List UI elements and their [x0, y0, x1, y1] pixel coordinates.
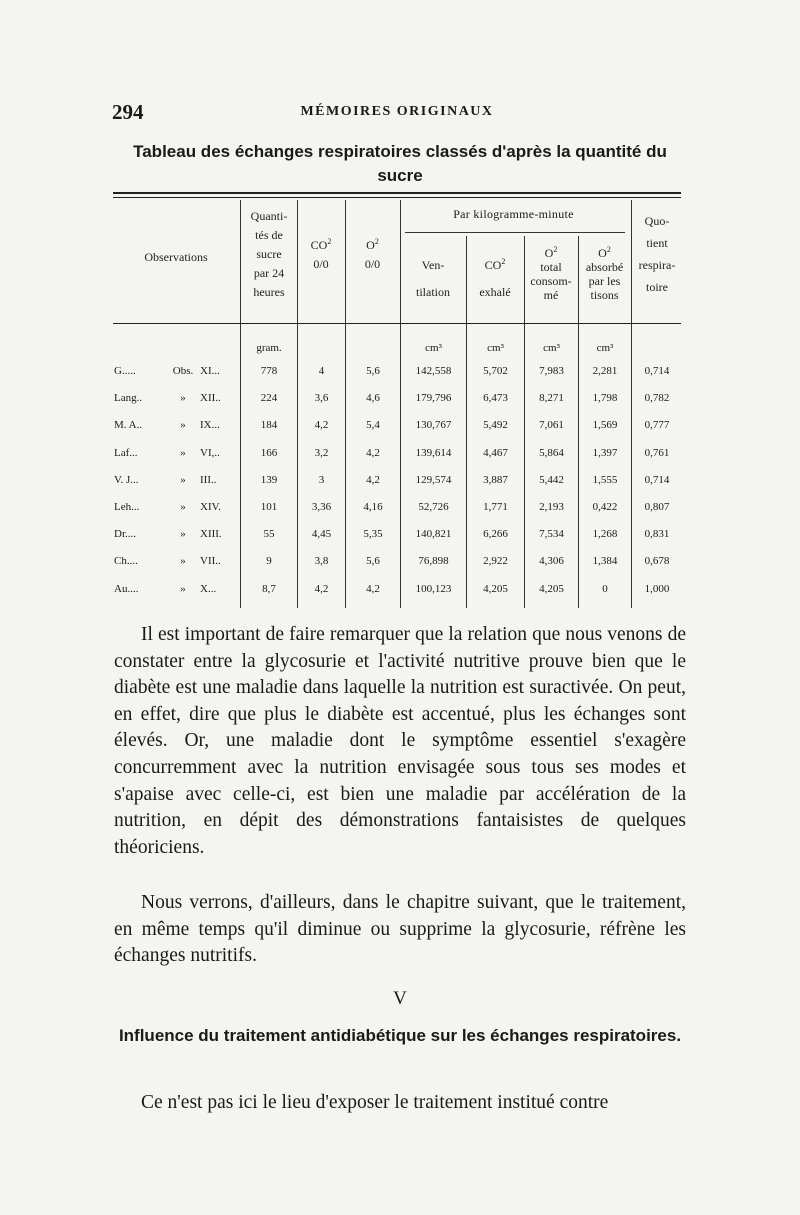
row-cell-quot: 0,761	[644, 447, 670, 459]
row-cell-vent: 139,614	[415, 447, 452, 459]
header-bottom-rule	[113, 323, 681, 324]
row-obs-number: XIII.	[200, 528, 222, 540]
row-cell-quot: 0,831	[644, 528, 670, 540]
row-cell-o2abs: 1,798	[592, 392, 618, 404]
row-obs-label: »	[180, 447, 186, 459]
header-o2-total: $O^2$ total consom- mé	[530, 245, 572, 302]
row-cell-co2ex: 2,922	[483, 555, 508, 567]
row-cell-o2: 5,4	[366, 419, 380, 431]
row-cell-co2: 3,6	[314, 392, 329, 404]
paragraph-3-first-line: Ce n'est pas ici le lieu d'exposer le traitement institué contre	[141, 1092, 609, 1113]
row-cell-co2: 3,36	[311, 501, 332, 513]
row-cell-o2abs: 1,569	[592, 419, 618, 431]
row-cell-vent: 76,898	[418, 555, 449, 567]
row-cell-o2: 5,6	[366, 365, 380, 377]
paragraph-2: Nous verrons, d'ailleurs, dans le chapitre suivant, que le traitement, en même temps qu'il diminue ou supprime la glycosurie, réfrène les échanges nutritifs.	[114, 892, 686, 967]
row-cell-sucre: 778	[260, 365, 278, 377]
row-obs-label: Obs.	[172, 365, 194, 377]
row-cell-co2ex: 3,887	[483, 474, 508, 486]
row-cell-o2abs: 1,268	[592, 528, 618, 540]
group-underline	[405, 232, 625, 233]
row-obs-number: XII..	[200, 392, 221, 404]
row-cell-o2tot: 4,306	[539, 555, 564, 567]
row-patient-name: Laf...	[114, 447, 138, 459]
row-cell-sucre: 184	[260, 419, 278, 431]
row-cell-o2: 4,16	[363, 501, 383, 513]
row-cell-quot: 0,807	[644, 501, 670, 513]
row-cell-co2ex: 4,205	[483, 583, 508, 595]
row-patient-name: M. A..	[114, 419, 143, 431]
paragraph-1: Il est important de faire remarquer que la relation que nous venons de constater entre la glycosurie et l'activité nutritive prouve bien que le diabète est une maladie dans laquelle la nutrition est suractivée. On peut, en effet, dire que plus le diabète est accentué, plus les échanges sont élevés. Or, une maladie dont le symptôme essentiel s'exagère concurremment avec la nutrition envisagée sous tous ses modes et s'apaise avec celle-ci, est bien une maladie par accélération de la nutrition, en dépit des démonstrations fantaisistes de quelques théoriciens.	[114, 624, 686, 858]
row-cell-o2: 5,6	[366, 555, 380, 567]
row-cell-o2: 5,35	[363, 528, 383, 540]
row-obs-number: XI...	[200, 365, 220, 377]
row-cell-o2abs: 1,555	[592, 474, 618, 486]
row-cell-quot: 0,714	[644, 474, 670, 486]
row-cell-o2: 4,2	[366, 447, 380, 459]
row-cell-sucre: 55	[263, 528, 275, 540]
row-cell-vent: 130,767	[415, 419, 452, 431]
row-patient-name: Ch....	[114, 555, 138, 567]
row-patient-name: Au....	[114, 583, 139, 595]
row-cell-quot: 0,782	[644, 392, 670, 404]
row-obs-number: VII..	[200, 555, 221, 567]
row-cell-quot: 1,000	[644, 583, 670, 595]
page-number: 294	[112, 100, 144, 124]
row-cell-sucre: 8,7	[262, 583, 276, 595]
row-cell-vent: 140,821	[415, 528, 452, 540]
row-cell-co2: 3	[318, 474, 325, 486]
row-cell-o2: 4,2	[366, 583, 380, 595]
header-o2-absorbe: $O^2$ absorbé par les tisons	[585, 245, 624, 302]
row-cell-quot: 0,678	[644, 555, 670, 567]
table-top-rule	[113, 192, 681, 194]
row-patient-name: Lang..	[114, 392, 143, 404]
row-cell-vent: 129,574	[415, 474, 452, 486]
row-cell-vent: 142,558	[415, 365, 452, 377]
running-title: MÉMOIRES ORIGINAUX	[300, 104, 494, 119]
row-cell-o2tot: 5,864	[539, 447, 564, 459]
unit-o2-absorbe: cm³	[596, 342, 614, 354]
row-cell-o2tot: 4,205	[539, 583, 564, 595]
row-cell-co2: 4,2	[314, 583, 329, 595]
row-cell-sucre: 101	[260, 501, 278, 513]
unit-ventilation: cm³	[425, 342, 442, 354]
row-cell-vent: 100,123	[415, 583, 452, 595]
row-cell-co2: 3,8	[314, 555, 329, 567]
row-obs-label: »	[180, 583, 186, 595]
row-cell-o2tot: 2,193	[539, 501, 564, 513]
row-cell-sucre: 166	[260, 447, 278, 459]
header-ventilation: Ven- tilation	[416, 258, 450, 299]
row-obs-number: VI,..	[200, 447, 220, 459]
unit-sucre: gram.	[256, 342, 282, 354]
row-cell-sucre: 139	[260, 474, 278, 486]
running-head	[112, 100, 682, 124]
row-cell-o2tot: 8,271	[539, 392, 564, 404]
row-cell-o2abs: 0,422	[592, 501, 618, 513]
row-cell-co2ex: 6,473	[483, 392, 508, 404]
row-cell-sucre: 9	[266, 555, 272, 567]
row-cell-o2abs: 2,281	[592, 365, 618, 377]
header-sucre: Quanti- tés de sucre par 24 heures	[250, 209, 288, 299]
row-cell-o2tot: 7,534	[539, 528, 564, 540]
row-cell-quot: 0,714	[644, 365, 670, 377]
row-cell-o2tot: 7,983	[539, 365, 564, 377]
row-obs-number: XIV.	[200, 501, 221, 513]
header-o2-pct: $O^2$ 0/0	[364, 237, 381, 271]
header-observations: Observations	[144, 250, 208, 264]
row-cell-co2: 4,45	[311, 528, 332, 540]
row-obs-label: »	[180, 555, 186, 567]
row-obs-label: »	[180, 501, 186, 513]
table-title: Tableau des échanges respiratoires classés d'après la quantité du sucre	[133, 142, 667, 185]
row-obs-number: III..	[200, 474, 217, 486]
header-quotient: Quo- tient respira- toire	[638, 214, 676, 294]
section-title: Influence du traitement antidiabétique sur les échanges respiratoires.	[118, 1026, 682, 1045]
row-cell-quot: 0,777	[644, 419, 670, 431]
row-cell-o2tot: 7,061	[539, 419, 564, 431]
row-cell-vent: 179,796	[415, 392, 452, 404]
row-cell-co2ex: 5,492	[483, 419, 508, 431]
row-cell-vent: 52,726	[418, 501, 449, 513]
row-cell-o2abs: 1,397	[592, 447, 618, 459]
row-cell-co2ex: 4,467	[483, 447, 508, 459]
row-cell-co2ex: 6,266	[483, 528, 508, 540]
row-cell-co2: 4	[318, 365, 325, 377]
table-top-rule-thin	[113, 197, 681, 198]
row-patient-name: Dr....	[114, 528, 136, 540]
row-cell-co2ex: 1,771	[483, 501, 508, 513]
row-cell-o2abs: 1,384	[592, 555, 618, 567]
row-obs-label: »	[180, 419, 186, 431]
row-cell-co2: 4,2	[314, 419, 329, 431]
row-obs-number: X...	[200, 583, 217, 595]
row-cell-co2: 3,2	[314, 447, 329, 459]
row-obs-label: »	[180, 392, 186, 404]
unit-co2-exhale: cm³	[487, 342, 504, 354]
row-cell-sucre: 224	[260, 392, 278, 404]
row-obs-number: IX...	[200, 419, 220, 431]
row-cell-o2tot: 5,442	[539, 474, 564, 486]
row-patient-name: Leh...	[114, 501, 140, 513]
row-cell-o2: 4,6	[366, 392, 380, 404]
header-co2-pct: $CO^2$ 0/0	[310, 237, 332, 271]
unit-o2-total: cm³	[543, 342, 560, 354]
header-group-kilogramme-minute: Par kilogramme-minute	[453, 207, 574, 221]
row-obs-label: »	[180, 474, 186, 486]
row-cell-co2ex: 5,702	[483, 365, 508, 377]
section-number: V	[393, 988, 407, 1009]
row-cell-o2abs: 0	[602, 583, 608, 595]
row-cell-o2: 4,2	[366, 474, 380, 486]
row-obs-label: »	[180, 528, 186, 540]
header-co2-exhale: $CO^2$ exhalé	[479, 257, 511, 299]
row-patient-name: V. J...	[114, 474, 139, 486]
row-patient-name: G.....	[114, 365, 136, 377]
